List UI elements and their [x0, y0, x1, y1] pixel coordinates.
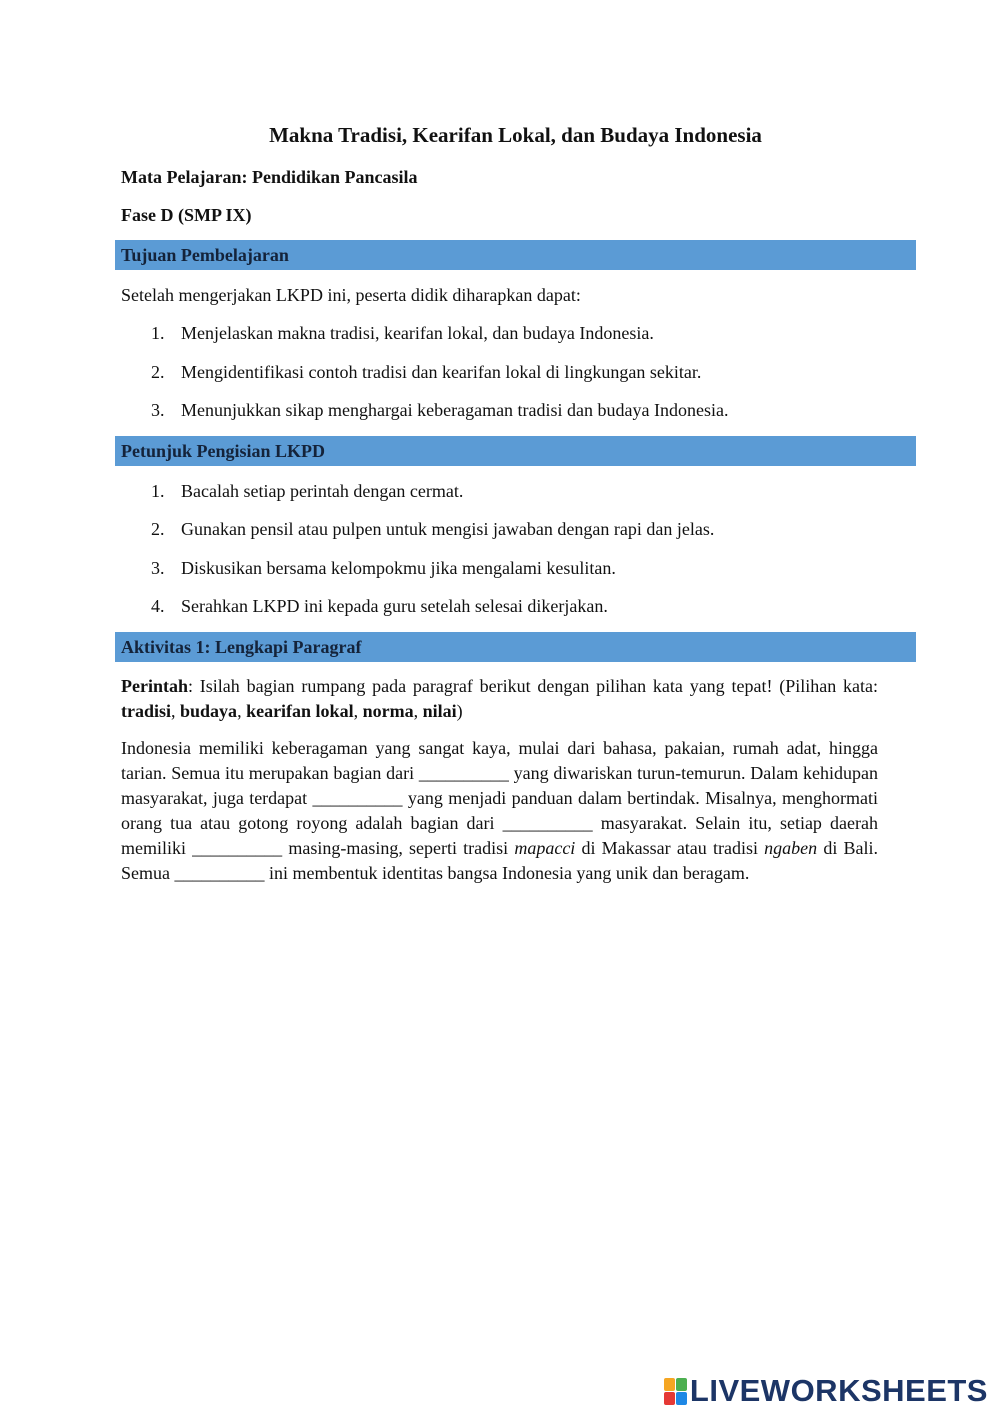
subject-line: Mata Pelajaran: Pendidikan Pancasila — [121, 167, 418, 187]
word-choice: nilai — [422, 700, 457, 721]
word-choice: budaya — [180, 700, 238, 721]
list-number: 1. — [151, 323, 165, 343]
choice-separator: , — [171, 700, 181, 721]
section-heading-instructions: Petunjuk Pengisian LKPD — [115, 436, 916, 466]
paragraph-text: yang diwariskan turun-temurun. Dalam kehidupan masyarakat, juga terdapat — [121, 762, 878, 808]
choice-separator: , — [413, 700, 423, 721]
list-text: Menjelaskan makna tradisi, kearifan lokal, dan budaya Indonesia. — [181, 323, 654, 343]
word-choice: tradisi — [121, 700, 172, 721]
paragraph-text: ini membentuk identitas bangsa Indonesia yang unik dan beragam. — [264, 862, 750, 883]
list-text: Gunakan pensil atau pulpen untuk mengisi jawaban dengan rapi dan jelas. — [181, 519, 715, 539]
paragraph-text: di Makassar atau tradisi — [575, 837, 765, 858]
fill-in-paragraph — [121, 736, 878, 886]
answer-blank-2[interactable]: __________ — [312, 787, 403, 808]
phase-line: Fase D (SMP IX) — [121, 205, 252, 225]
page-title: Makna Tradisi, Kearifan Lokal, dan Budaya Indonesia — [269, 123, 762, 147]
answer-blank-1[interactable]: __________ — [418, 762, 509, 783]
goals-intro: Setelah mengerjakan LKPD ini, peserta didik diharapkan dapat: — [121, 285, 581, 305]
choice-separator: , — [237, 700, 247, 721]
list-number: 2. — [151, 361, 165, 382]
goals-list — [115, 320, 916, 423]
list-item — [115, 555, 916, 581]
logo-square-icon — [676, 1392, 687, 1405]
answer-blank-3[interactable]: __________ — [502, 812, 593, 833]
instructions-list — [115, 478, 916, 620]
list-number: 4. — [151, 596, 165, 616]
list-number: 3. — [151, 400, 165, 420]
command-text: : Isilah bagian rumpang pada paragraf berikut dengan pilihan kata yang tepat! (Pilihan kata: — [188, 675, 878, 696]
answer-blank-4[interactable]: __________ — [192, 837, 283, 858]
list-item — [115, 478, 916, 504]
paragraph-text: masyarakat. Selain itu, setiap daerah memiliki — [121, 812, 878, 858]
word-choice: kearifan lokal — [246, 700, 354, 721]
list-item — [115, 320, 916, 346]
italic-term: ngaben — [764, 837, 818, 858]
section-heading-activity1: Aktivitas 1: Lengkapi Paragraf — [115, 632, 916, 662]
logo-square-icon — [664, 1392, 675, 1405]
list-text: Diskusikan bersama kelompokmu jika mengalami kesulitan. — [181, 557, 616, 578]
activity1-command — [121, 674, 878, 724]
paragraph-text: masing-masing, seperti tradisi — [282, 837, 515, 858]
logo-mark-icon — [664, 1378, 686, 1404]
list-item — [115, 593, 916, 619]
paragraph-text: yang menjadi panduan dalam bertindak. Misalnya, menghormati orang tua atau gotong royong adalah bagian dari — [121, 787, 878, 833]
list-text: Menunjukkan sikap menghargai keberagaman tradisi dan budaya Indonesia. — [181, 400, 729, 420]
liveworksheets-logo[interactable] — [664, 1374, 988, 1408]
logo-text: LIVEWORKSHEETS — [689, 1373, 988, 1408]
list-item — [115, 516, 916, 542]
list-number: 3. — [151, 557, 165, 578]
word-choice: norma — [362, 700, 414, 721]
logo-square-icon — [676, 1378, 687, 1391]
section-heading-goals: Tujuan Pembelajaran — [115, 240, 916, 270]
list-text: Bacalah setiap perintah dengan cermat. — [181, 480, 464, 501]
italic-term: mapacci — [514, 837, 576, 858]
list-item — [115, 397, 916, 423]
logo-square-icon — [664, 1378, 675, 1391]
paragraph-text: Indonesia memiliki keberagaman yang sangat kaya, mulai dari bahasa, pakaian, rumah adat, hingga tarian. Semua itu merupakan bagian dari — [121, 737, 878, 783]
list-number: 2. — [151, 519, 165, 539]
list-text: Mengidentifikasi contoh tradisi dan kearifan lokal di lingkungan sekitar. — [181, 361, 702, 382]
answer-blank-5[interactable]: __________ — [174, 862, 265, 883]
list-text: Serahkan LKPD ini kepada guru setelah selesai dikerjakan. — [181, 596, 608, 616]
list-number: 1. — [151, 480, 165, 501]
paragraph-text: di Bali. Semua — [121, 837, 878, 883]
list-item — [115, 359, 916, 385]
worksheet-page — [115, 120, 916, 898]
close-paren: ) — [456, 700, 463, 721]
command-label: Perintah — [121, 675, 188, 696]
choice-separator: , — [353, 700, 363, 721]
